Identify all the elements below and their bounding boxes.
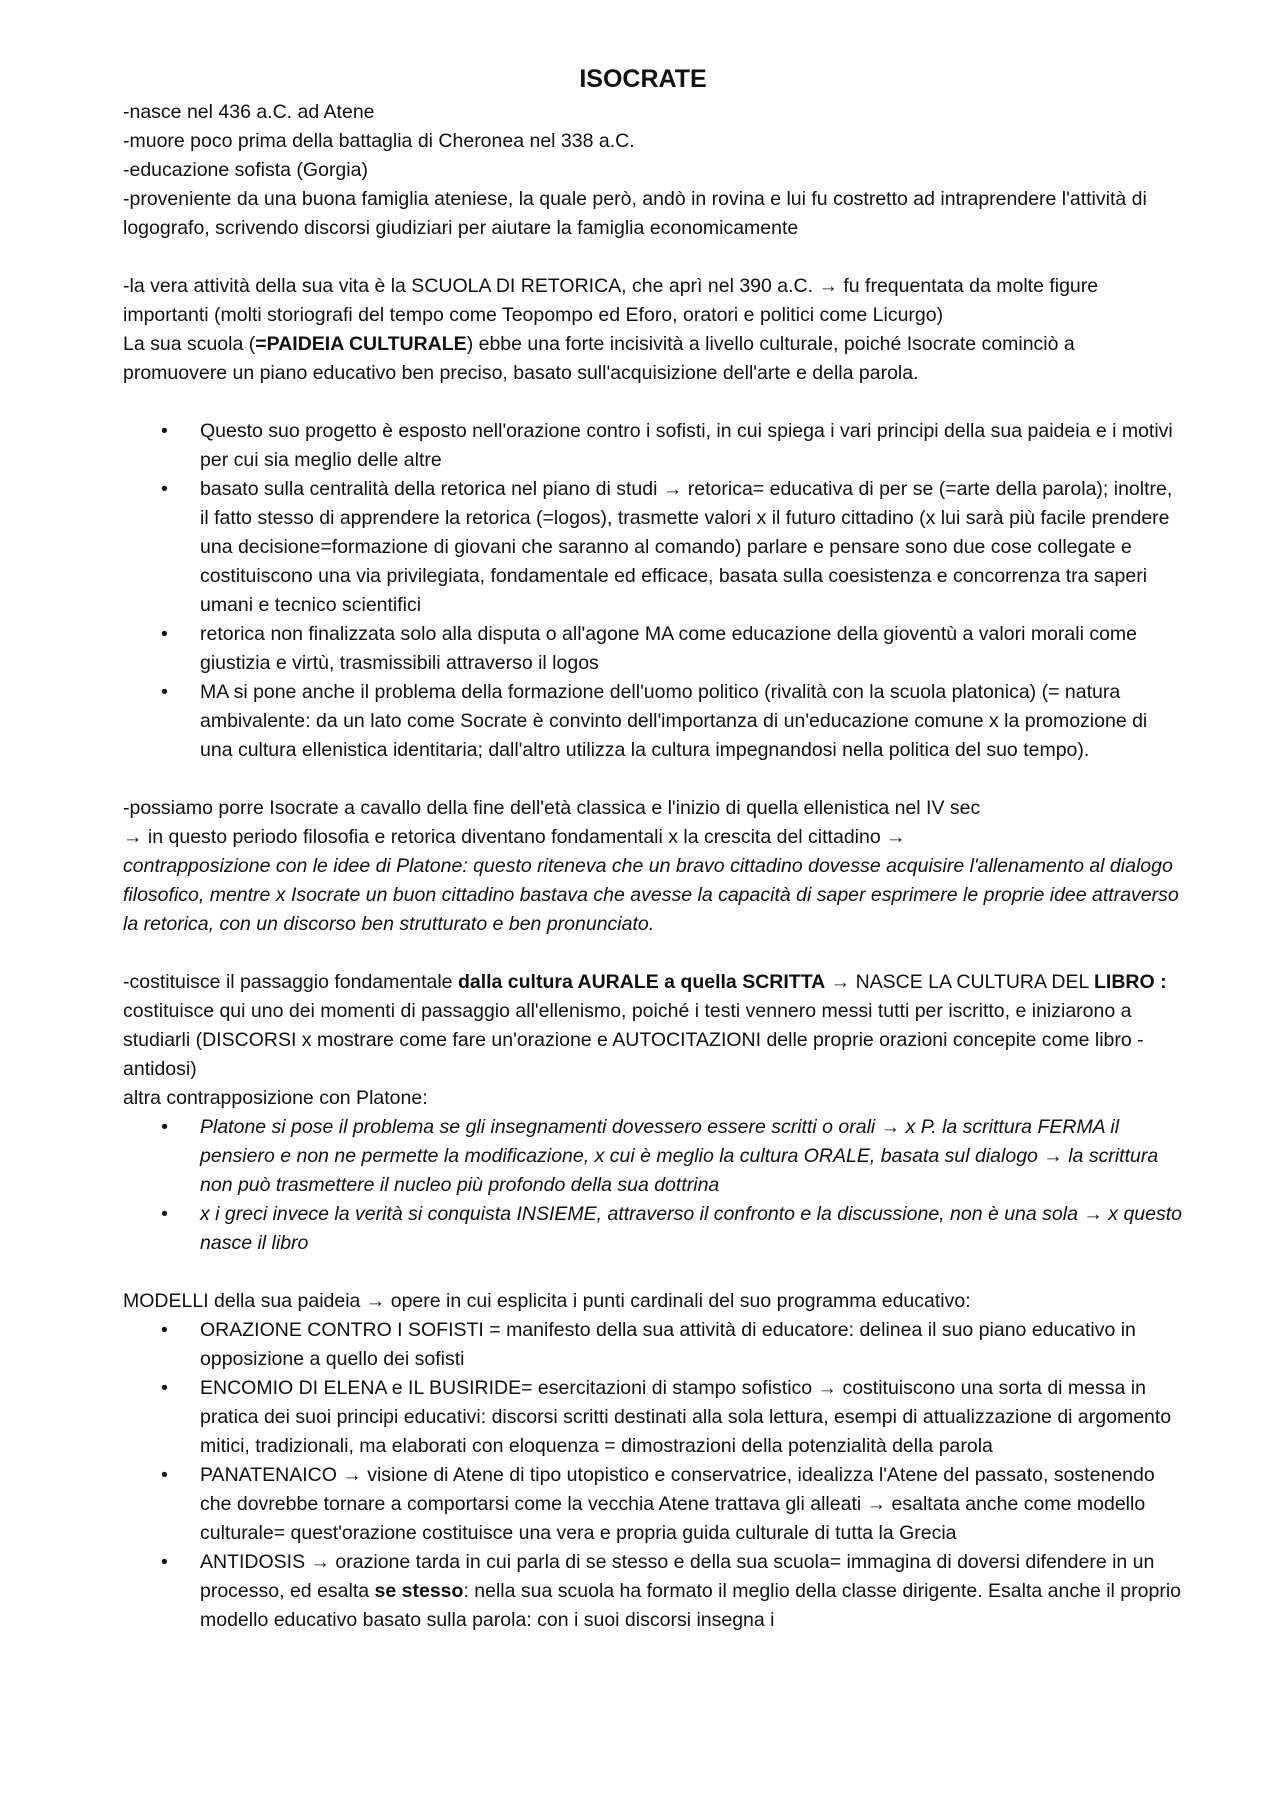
libro-text: -costituisce il passaggio fondamentale <box>123 971 458 993</box>
libro-text: → NASCE LA CULTURA DEL <box>825 971 1094 993</box>
se-stesso-emphasis: se stesso <box>374 1580 464 1602</box>
list-item: • ENCOMIO DI ELENA e IL BUSIRIDE= esercitazioni di stampo sofistico → costituiscono una sorta di messa in pratica dei suoi principi educativi: discorsi scritti destinati alla sola lettura, esempi di attualizzazione di argomento mitici, tradizionali, ma elaborati con eloquenza = dimostrazioni della potenzialità della parola <box>123 1374 1183 1461</box>
intro-line: -nasce nel 436 a.C. ad Atene <box>123 101 375 123</box>
list-item-antidosis <box>123 1548 1183 1635</box>
intro-line: -proveniente da una buona famiglia ateniese, la quale però, andò in rovina e lui fu costretto ad intraprendere l'attività di logografo, scrivendo discorsi giudiziari per aiutare la famiglia economicamente <box>123 188 1147 239</box>
list-item: • x i greci invece la verità si conquista INSIEME, attraverso il confronto e la discussione, non è una sola → x questo nasce il libro <box>123 1200 1183 1258</box>
list-item: • ORAZIONE CONTRO I SOFISTI = manifesto della sua attività di educatore: delinea il suo piano educativo in opposizione a quello dei sofisti <box>123 1316 1183 1374</box>
paragraph-gap <box>123 388 1183 417</box>
paideia-text: La sua scuola ( <box>123 333 256 355</box>
aurale-scritta-emphasis: dalla cultura AURALE a quella SCRITTA <box>457 971 826 993</box>
antidosis-text: : nella sua scuola ha formato il meglio della classe dirigente. Esalta anche il proprio modello educativo basato sulla parola: con i suoi discorsi insegna i <box>200 1580 1181 1631</box>
paideia-paragraph <box>123 330 1183 388</box>
libro-emphasis: LIBRO : <box>1094 971 1167 993</box>
paragraph-gap <box>123 1258 1183 1287</box>
antidosis-text: ANTIDOSIS → orazione tarda in cui parla di se stesso e della sua scuola= immagina di doversi difendere in un processo, ed esalta <box>200 1551 1155 1602</box>
list-item: • Platone si pose il problema se gli insegnamenti dovessero essere scritti o orali → x P. la scrittura FERMA il pensiero e non ne permette la modificazione, x cui è meglio la cultura ORALE, basata sul dialogo → la scrittura non può trasmettere il nucleo più profondo della sua dottrina <box>123 1113 1183 1200</box>
bullet-list-paideia <box>123 417 1183 765</box>
contrapposizione-heading: altra contrapposizione con Platone: <box>123 1087 428 1109</box>
libro-text: costituisce qui uno dei momenti di passaggio all'ellenismo, poiché i testi vennero messi tutti per iscritto, e iniziarono a studiarli (DISCORSI x mostrare come fare un'orazione e AUTOCITAZIONI delle proprie orazioni concepite come libro -antidosi) <box>123 1000 1144 1080</box>
platone-contrapposizione: contrapposizione con le idee di Platone: questo riteneva che un bravo cittadino dovesse acquisire l'allenamento al dialogo filosofico, mentre x Isocrate un buon cittadino bastava che avesse la capacità di saper esprimere le proprie idee attraverso la retorica, con un discorso ben strutturato e ben pronunciato. <box>123 855 1179 935</box>
epoca-line: → in questo periodo filosofia e retorica diventano fondamentali x la crescita del cittadino → <box>123 826 906 848</box>
page-title: ISOCRATE <box>579 65 707 93</box>
intro-line: -educazione sofista (Gorgia) <box>123 159 368 181</box>
list-item: • retorica non finalizzata solo alla disputa o all'agone MA come educazione della gioventù a valori morali come giustizia e virtù, trasmissibili attraverso il logos <box>123 620 1183 678</box>
bullet-list-scrittura <box>123 1113 1183 1258</box>
list-item: • MA si pone anche il problema della formazione dell'uomo politico (rivalità con la scuola platonica) (= natura ambivalente: da un lato come Socrate è convinto dell'importanza di un'educazione comune x la promozione di una cultura ellenistica identitaria; dall'altro utilizza la cultura impegnandosi nella politica del suo tempo). <box>123 678 1183 765</box>
paideia-text: ) ebbe una forte incisività a livello culturale, poiché Isocrate cominciò a promuovere un piano educativo ben preciso, basato sull'acquisizione dell'arte e della parola. <box>123 333 1075 384</box>
bullet-list-modelli <box>123 1316 1183 1635</box>
paragraph-gap <box>123 765 1183 794</box>
document-body <box>123 62 1183 1635</box>
list-item: • basato sulla centralità della retorica nel piano di studi → retorica= educativa di per se (=arte della parola); inoltre, il fatto stesso di apprendere la retorica (=logos), trasmette valori x il futuro cittadino (x lui sarà più facile prendere una decisione=formazione di giovani che saranno al comando) parlare e pensare sono due cose collegate e costituiscono una via privilegiata, fondamentale ed efficace, basata sulla coesistenza e concorrenza tra saperi umani e tecnico scientifici <box>123 475 1183 620</box>
paragraph-gap <box>123 939 1183 968</box>
paideia-culturale-emphasis: =PAIDEIA CULTURALE <box>255 333 467 355</box>
modelli-heading: MODELLI della sua paideia → opere in cui esplicita i punti cardinali del suo programma educativo: <box>123 1290 971 1312</box>
epoca-line: -possiamo porre Isocrate a cavallo della fine dell'età classica e l'inizio di quella ellenistica nel IV sec <box>123 797 981 819</box>
paragraph-gap <box>123 243 1183 272</box>
list-item: • PANATENAICO → visione di Atene di tipo utopistico e conservatrice, idealizza l'Atene del passato, sostenendo che dovrebbe tornare a comportarsi come la vecchia Atene trattava gli alleati → esaltata anche come modello culturale= quest'orazione costituisce una vera e propria guida culturale di tutta la Grecia <box>123 1461 1183 1548</box>
scuola-paragraph: -la vera attività della sua vita è la SCUOLA DI RETORICA, che aprì nel 390 a.C. → fu frequentata da molte figure importanti (molti storiografi del tempo come Teopompo ed Eforo, oratori e politici come Licurgo) <box>123 275 1099 326</box>
intro-line: -muore poco prima della battaglia di Cheronea nel 338 a.C. <box>123 130 635 152</box>
list-item: • Questo suo progetto è esposto nell'orazione contro i sofisti, in cui spiega i vari principi della sua paideia e i motivi per cui sia meglio delle altre <box>123 417 1183 475</box>
libro-paragraph <box>123 968 1183 1084</box>
